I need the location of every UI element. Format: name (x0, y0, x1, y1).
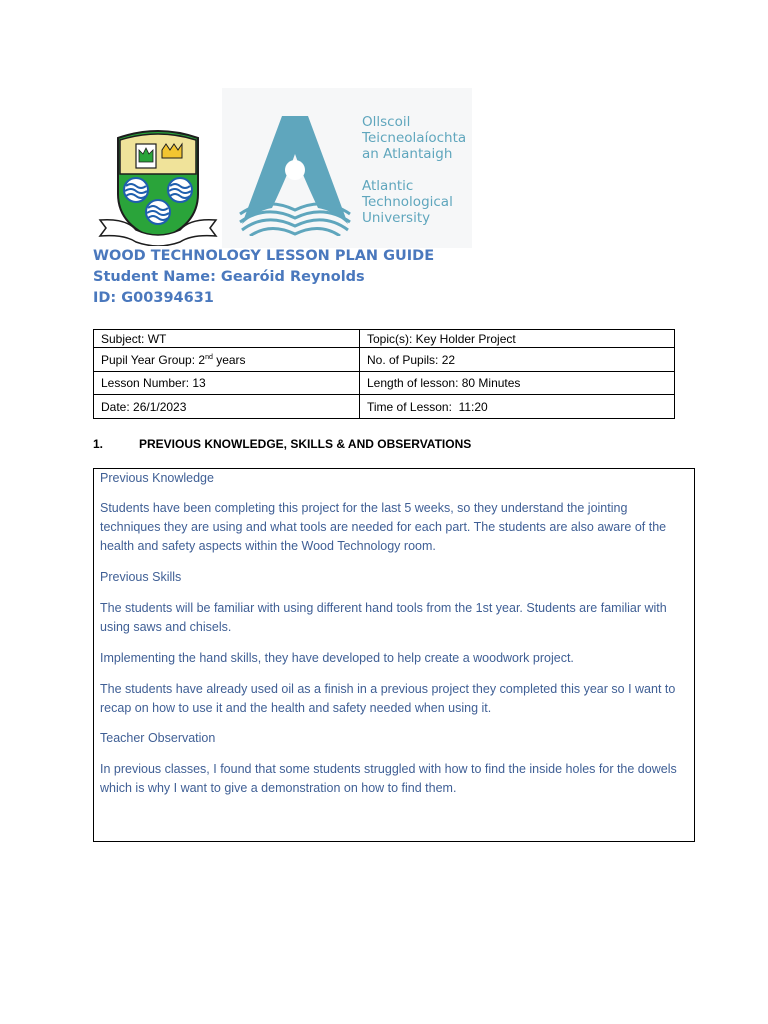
atu-irish-line-3: an Atlantaigh (362, 146, 453, 162)
pupil-year-cell (94, 348, 360, 372)
table-row (94, 348, 675, 372)
atu-english-line-1: Atlantic (362, 178, 414, 194)
previous-skills-text-1: The students will be familiar with using different hand tools from the 1st year. Students are familiar with using saws and chisels. (100, 601, 667, 634)
atu-irish-line-1: Ollscoil (362, 114, 411, 130)
atu-name-text (362, 114, 466, 226)
atu-english-line-2: Technological (362, 194, 453, 210)
student-name: Student Name: Gearóid Reynolds (93, 269, 365, 285)
pupil-year-ordinal: nd (205, 353, 213, 361)
atu-logo-icon (236, 114, 354, 236)
num-pupils-cell: No. of Pupils: 22 (360, 348, 675, 372)
atu-logo (222, 88, 472, 248)
previous-knowledge-text: Students have been completing this project for the last 5 weeks, so they understand the jointing techniques they are using and what tools are needed for each part. The students are also aware of the health and safety aspects within the Wood Technology room. (100, 501, 667, 553)
teacher-observation-text: In previous classes, I found that some students struggled with how to find the inside holes for the dowels which is why I want to give a demonstration on how to find them. (100, 762, 677, 795)
table-row (94, 330, 675, 348)
lesson-number-cell: Lesson Number: 13 (94, 372, 360, 395)
subject-cell: Subject: WT (94, 330, 360, 348)
section-1-title (93, 437, 471, 451)
section-number: 1. (93, 437, 104, 451)
student-id: ID: G00394631 (93, 290, 214, 306)
document-title: WOOD TECHNOLOGY LESSON PLAN GUIDE (93, 248, 435, 264)
previous-knowledge-box (93, 468, 695, 842)
lesson-info-table (93, 329, 675, 419)
atu-english-line-3: University (362, 210, 431, 226)
previous-knowledge-heading: Previous Knowledge (100, 471, 214, 485)
teacher-observation-heading: Teacher Observation (100, 731, 216, 745)
previous-skills-heading: Previous Skills (100, 570, 182, 584)
pupil-year-suffix: years (212, 352, 246, 367)
date-cell: Date: 26/1/2023 (94, 395, 360, 419)
topics-cell: Topic(s): Key Holder Project (360, 330, 675, 348)
previous-skills-text-2: Implementing the hand skills, they have developed to help create a woodwork project. (100, 651, 574, 665)
table-row (94, 372, 675, 395)
lesson-length-cell: Length of lesson: 80 Minutes (360, 372, 675, 395)
time-cell: Time of Lesson: 11:20 (360, 395, 675, 419)
section-title-text: PREVIOUS KNOWLEDGE, SKILLS & AND OBSERVATIONS (139, 437, 472, 451)
previous-skills-text-3: The students have already used oil as a finish in a previous project they completed this year so I want to recap on how to use it and the health and safety needed when using it. (100, 682, 676, 715)
pupil-year-prefix: Pupil Year Group: 2 (101, 352, 206, 367)
document-heading (93, 246, 434, 309)
table-row (94, 395, 675, 419)
drumshanbo-vs-crest-icon (96, 128, 220, 246)
atu-irish-line-2: Teicneolaíochta (362, 130, 467, 146)
